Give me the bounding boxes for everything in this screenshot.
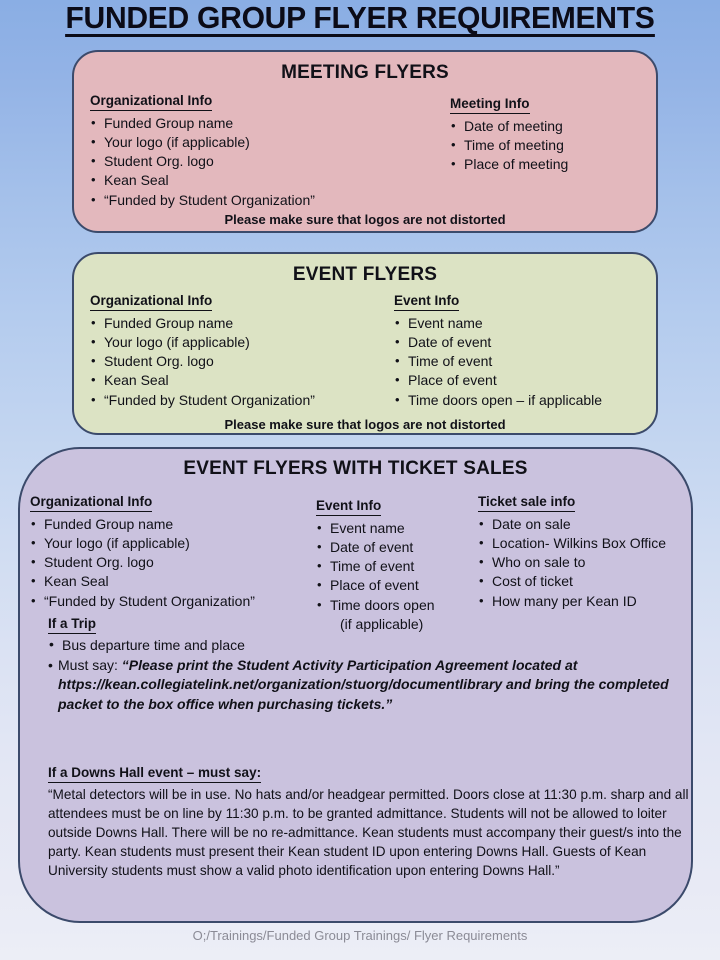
footer-path: O;/Trainings/Funded Group Trainings/ Flyer Requirements — [192, 928, 528, 943]
list-item: • Student Org. logo — [90, 352, 315, 371]
meeting-logo-note: Please make sure that logos are not distorted — [224, 212, 506, 227]
list-item: • Date of event — [316, 538, 435, 557]
list-item: • Your logo (if applicable) — [30, 534, 255, 553]
meeting-info-column — [450, 95, 568, 174]
ticket-sale-info-column — [478, 493, 666, 611]
list-item: • Kean Seal — [90, 371, 315, 390]
event-logo-note: Please make sure that logos are not distorted — [224, 417, 506, 432]
downs-hall-block — [48, 764, 700, 880]
list-item: • Funded Group name — [90, 314, 315, 333]
event-org-list — [90, 314, 315, 410]
event-org-heading: Organizational Info — [90, 293, 212, 311]
list-item: • Date of meeting — [450, 117, 568, 136]
event-info-column — [394, 292, 602, 410]
ticket-sale-list — [478, 515, 666, 611]
list-item: • Your logo (if applicable) — [90, 333, 315, 352]
meeting-info-heading: Meeting Info — [450, 96, 530, 114]
ticket-sales-heading: EVENT FLYERS WITH TICKET SALES — [183, 458, 528, 479]
event-info-list — [394, 314, 602, 410]
list-item: • “Funded by Student Organization” — [30, 592, 255, 611]
list-item: • “Funded by Student Organization” — [90, 191, 315, 210]
list-item: • Place of event — [316, 576, 435, 595]
list-item: • Time of event — [394, 352, 602, 371]
list-item: • Funded Group name — [30, 515, 255, 534]
event-info-heading: Event Info — [394, 293, 459, 311]
downs-hall-body: “Metal detectors will be in use. No hats and/or headgear permitted. Doors close at 11:30 p.m. sharp and all attendees must be on line by 11:30 p.m. to be granted admittance. Students will not be allowed to loiter outside Downs Hall. There will be no re-admittance. Kean students must accompany their guest/s into the party. Kean students must present their Kean student ID upon entering Downs Hall. Guests of Kean University students must show a valid photo identification upon entering Downs Hall.” — [48, 786, 689, 878]
page-title — [11, 2, 709, 37]
meeting-organizational-info-column — [90, 92, 315, 210]
list-item: • “Funded by Student Organization” — [90, 391, 315, 410]
meeting-org-list — [90, 114, 315, 210]
list-item: • Time of event — [316, 557, 435, 576]
list-item: • Date on sale — [478, 515, 666, 534]
list-item: • Event name — [394, 314, 602, 333]
list-item: • Your logo (if applicable) — [90, 133, 315, 152]
list-item: • Kean Seal — [30, 572, 255, 591]
ticket-sales-flyers-panel — [18, 447, 693, 923]
ticket-org-heading: Organizational Info — [30, 494, 152, 512]
list-item: • Time of meeting — [450, 136, 568, 155]
list-item: • Location- Wilkins Box Office — [478, 534, 666, 553]
meeting-flyers-heading: MEETING FLYERS — [281, 62, 449, 83]
ticket-event-info-heading: Event Info — [316, 498, 381, 516]
list-item: • Cost of ticket — [478, 572, 666, 591]
list-item: (if applicable) — [340, 615, 424, 632]
list-item: • Place of event — [394, 371, 602, 390]
list-item: • Funded Group name — [90, 114, 315, 133]
event-flyers-heading: EVENT FLYERS — [292, 264, 438, 285]
list-item: • Date of event — [394, 333, 602, 352]
meeting-flyers-panel — [72, 50, 658, 233]
list-item: • Student Org. logo — [30, 553, 255, 572]
event-flyers-panel — [72, 252, 658, 435]
ticket-org-list — [30, 515, 255, 611]
must-say-label: Must say: — [58, 656, 118, 673]
list-item: • Time doors open – if applicable — [394, 391, 602, 410]
list-item: • Who on sale to — [478, 553, 666, 572]
must-say-paragraph — [48, 656, 703, 715]
list-item: • Student Org. logo — [90, 152, 315, 171]
ticket-sale-heading: Ticket sale info — [478, 494, 575, 512]
ticket-event-info-column — [316, 497, 435, 634]
meeting-info-list — [450, 117, 568, 175]
ticket-organizational-info-column — [30, 493, 255, 611]
event-organizational-info-column — [90, 292, 315, 410]
downs-hall-heading: If a Downs Hall event – must say: — [48, 764, 261, 783]
if-a-trip-heading: If a Trip — [48, 616, 96, 634]
list-item: • Time doors open — [316, 596, 435, 615]
list-item: • Event name — [316, 519, 435, 538]
page-title-text: FUNDED GROUP FLYER REQUIREMENTS — [65, 0, 655, 35]
list-item: • How many per Kean ID — [478, 592, 666, 611]
bus-departure-item: • Bus departure time and place — [48, 636, 688, 655]
meeting-org-heading: Organizational Info — [90, 93, 212, 111]
if-a-trip-block — [48, 615, 688, 714]
list-item: • Place of meeting — [450, 155, 568, 174]
must-say-text: “Please print the Student Activity Participation Agreement located at https://kean.collegiatelink.net/organization/stuorg/documentlibrary and bring the completed packet to the box office when purchasing tickets.” — [58, 656, 669, 712]
list-item: • Kean Seal — [90, 171, 315, 190]
